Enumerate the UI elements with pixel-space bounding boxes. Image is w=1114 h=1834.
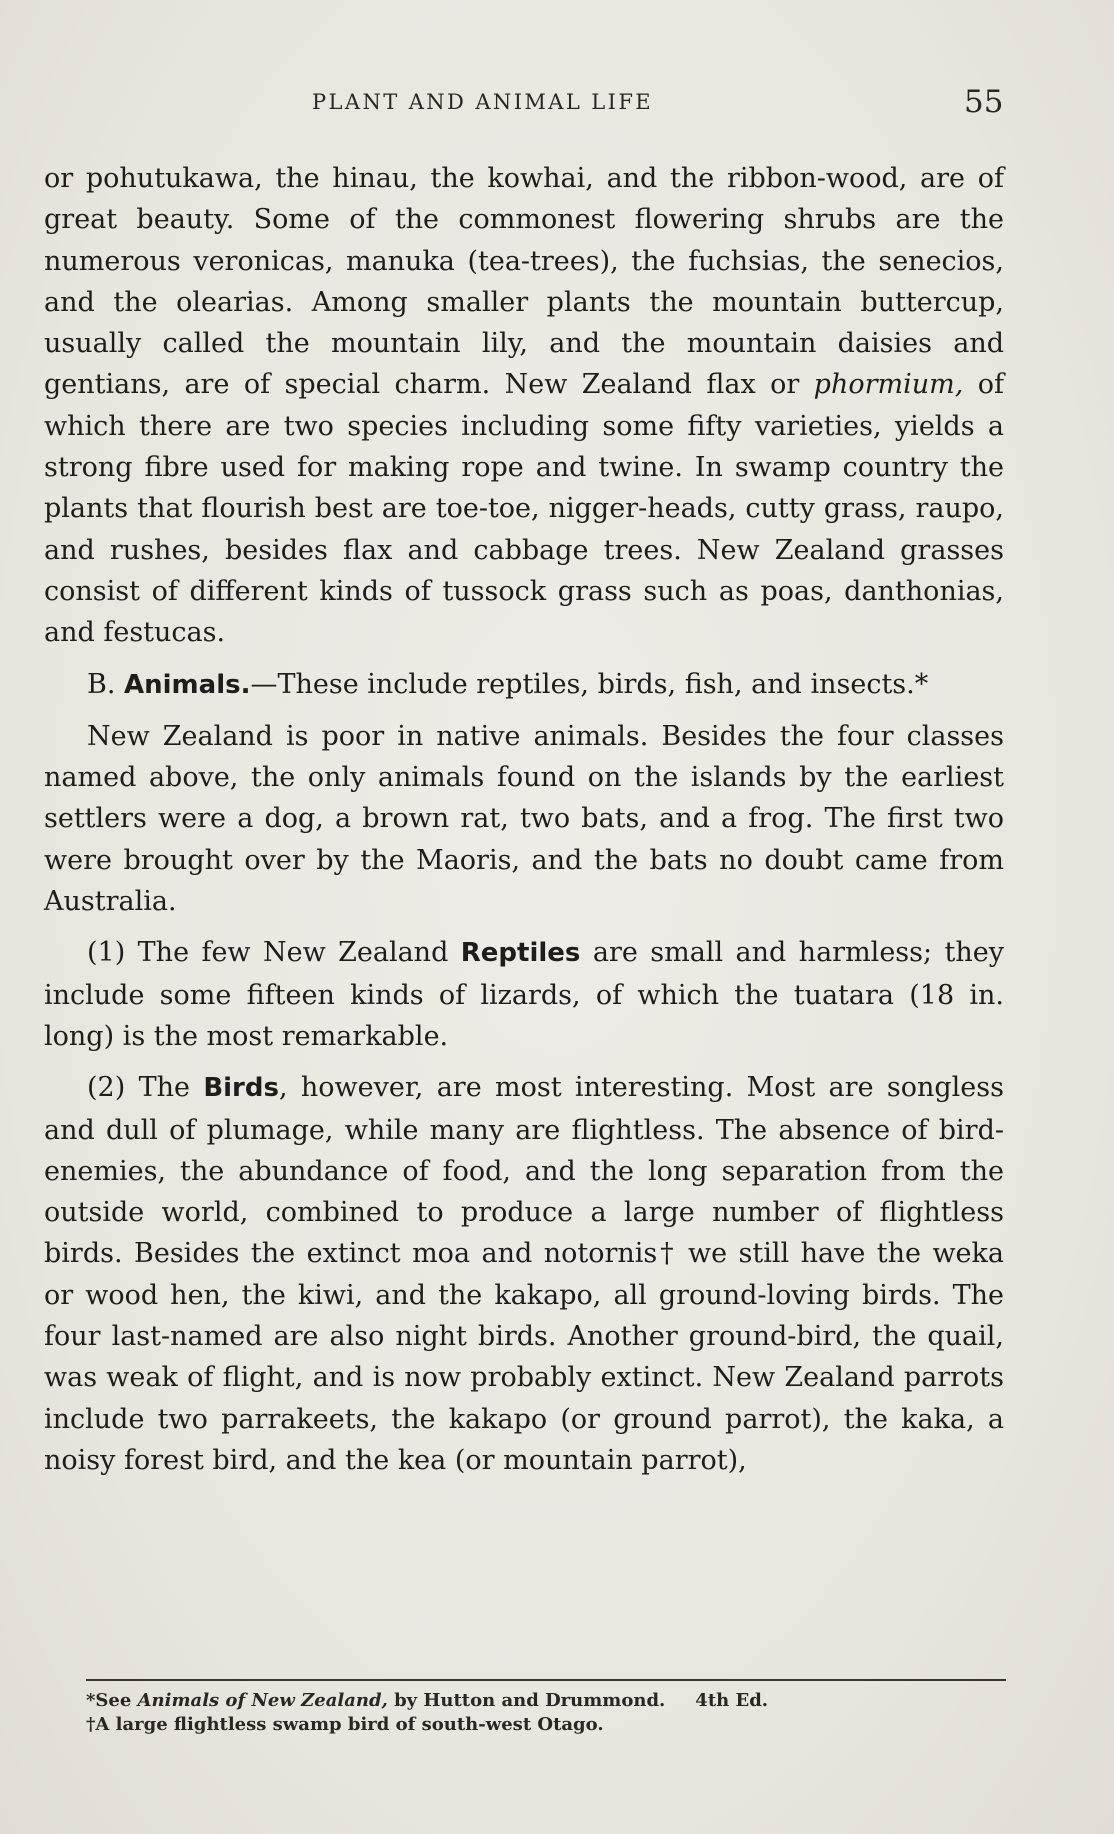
footnote-notornis: †A large flightless swamp bird of south-west Otago. [86, 1714, 604, 1735]
birds-text: , however, are most interesting. Most are songless and dull of plumage, while many are flightless. The absence of bird-enemies, the abundance of food, and the long separation from the outside world, combined to produce a large number of flightless birds. Besides the extinct moa and notornis† we still have the weka or wood hen, the kiwi, and the kakapo, all ground-loving birds. The four last-named are also night birds. Another ground-bird, the quail, was weak of flight, and is now probably extinct. New Zealand parrots include two parrakeets, the kakapo (or ground parrot), the kaka, a noisy forest bird, and the kea (or mountain parrot), [44, 1072, 1004, 1476]
paragraph-birds [44, 1067, 1004, 1481]
reptiles-text: are small and harmless; they include some fifteen kinds of lizards, of which the tuatara (18 in. long) is the most remarkable. [44, 937, 1004, 1052]
page-number: 55 [964, 84, 1004, 120]
paragraph-plants [44, 158, 1004, 654]
paragraph-native-animals: New Zealand is poor in native animals. Besides the four classes named above, the only animals found on the islands by the earliest settlers were a dog, a brown rat, two bats, and a frog. The first two were brought over by the Maoris, and the bats no doubt came from Australia. [44, 720, 1004, 918]
footnote-1-authors: by Hutton and Drummond. [387, 1690, 666, 1711]
footnote-1-title: Animals of New Zealand, [137, 1690, 388, 1711]
paragraph-reptiles [44, 932, 1004, 1057]
running-head: PLANT AND ANIMAL LIFE [312, 90, 654, 114]
birds-prefix: (2) The [87, 1072, 204, 1104]
page-header [0, 84, 1114, 124]
phormium-term: phormium, [813, 369, 964, 401]
paragraph-plants-text: or pohutukawa, the hinau, the kowhai, and the ribbon-wood, are of great beauty. Some of the commonest flowering shrubs are the numerous veronicas, manuka (tea-trees), the fuchsias, the senecios, and the olearias. Among smaller plants the mountain buttercup, usually called the mountain lily, and the mountain daisies and gentians, are of special charm. New Zealand flax or [44, 163, 1004, 401]
paragraph-plants-continued: of which there are two species including some fifty varieties, yields a strong fibre used for making rope and twine. In swamp country the plants that flourish best are toe-toe, nigger-heads, cutty grass, raupo, and rushes, besides flax and cabbage trees. New Zealand grasses consist of different kinds of tussock grass such as poas, danthonias, and festucas. [44, 369, 1004, 649]
reptiles-prefix: (1) The few New Zealand [87, 937, 461, 969]
animals-intro-text: —These include reptiles, birds, fish, and insects.* [250, 668, 929, 700]
footnote-1-prefix: *See [86, 1690, 138, 1711]
footnote-animals [86, 1689, 1006, 1713]
footnote-1-edition: 4th Ed. [695, 1690, 769, 1711]
footnotes [86, 1679, 1006, 1737]
paragraph-animals-heading [44, 664, 1004, 706]
reptiles-heading: Reptiles [460, 938, 581, 969]
birds-heading: Birds [203, 1073, 279, 1104]
animals-heading: Animals. [124, 669, 251, 700]
section-letter: B. [87, 668, 125, 700]
body-text [44, 158, 1004, 1481]
